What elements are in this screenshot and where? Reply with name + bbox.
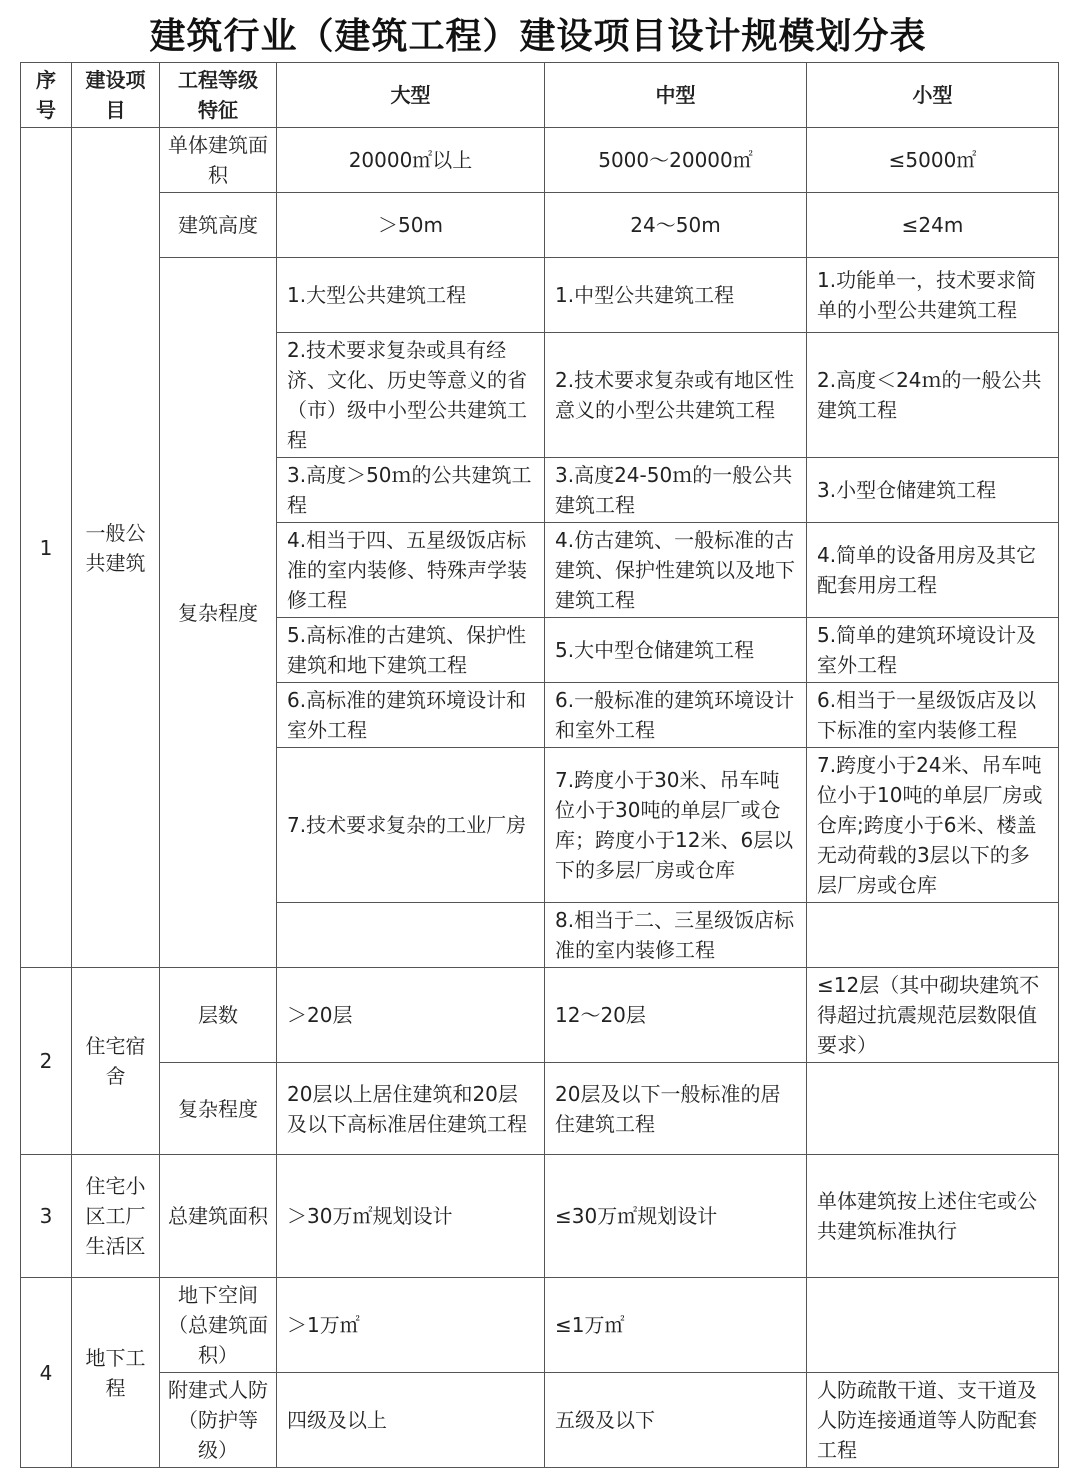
medium-cell: 五级及以下 — [545, 1373, 807, 1468]
medium-cell: 24～50m — [545, 193, 807, 258]
medium-cell: 5000～20000㎡ — [545, 128, 807, 193]
small-cell: ≤24m — [807, 193, 1059, 258]
small-cell: 5.简单的建筑环境设计及室外工程 — [807, 618, 1059, 683]
header-feature: 工程等级特征 — [160, 63, 277, 128]
small-cell — [807, 1063, 1059, 1155]
feature-cell: 复杂程度 — [160, 1063, 277, 1155]
feature-cell: 地下空间（总建筑面积） — [160, 1278, 277, 1373]
table-row — [21, 193, 1059, 258]
feature-cell: 建筑高度 — [160, 193, 277, 258]
medium-cell: 4.仿古建筑、一般标准的古建筑、保护性建筑以及地下建筑工程 — [545, 523, 807, 618]
feature-cell: 单体建筑面积 — [160, 128, 277, 193]
feature-cell: 复杂程度 — [160, 258, 277, 968]
project-cell: 一般公共建筑 — [72, 128, 160, 968]
table-row — [21, 1373, 1059, 1468]
feature-cell: 总建筑面积 — [160, 1155, 277, 1278]
medium-cell: 20层及以下一般标准的居住建筑工程 — [545, 1063, 807, 1155]
seq-cell: 1 — [21, 128, 72, 968]
table-row — [21, 128, 1059, 193]
seq-cell: 2 — [21, 968, 72, 1155]
small-cell: 2.高度＜24ｍ的一般公共建筑工程 — [807, 333, 1059, 458]
small-cell: 单体建筑按上述住宅或公共建筑标准执行 — [807, 1155, 1059, 1278]
large-cell — [277, 903, 545, 968]
small-cell — [807, 1278, 1059, 1373]
large-cell: 四级及以上 — [277, 1373, 545, 1468]
header-project: 建设项目 — [72, 63, 160, 128]
header-medium: 中型 — [545, 63, 807, 128]
page-title: 建筑行业（建筑工程）建设项目设计规模划分表 — [149, 16, 927, 57]
table-row — [21, 1155, 1059, 1278]
medium-cell: 5.大中型仓储建筑工程 — [545, 618, 807, 683]
small-cell: 7.跨度小于24米、吊车吨位小于10吨的单层厂房或仓库;跨度小于6米、楼盖无动荷载的3层以下的多层厂房或仓库 — [807, 748, 1059, 903]
small-cell: 3.小型仓储建筑工程 — [807, 458, 1059, 523]
small-cell: 1.功能单一，技术要求简单的小型公共建筑工程 — [807, 258, 1059, 333]
medium-cell: ≤30万㎡规划设计 — [545, 1155, 807, 1278]
header-small: 小型 — [807, 63, 1059, 128]
table-row — [21, 1278, 1059, 1373]
large-cell: 3.高度＞50ｍ的公共建筑工程 — [277, 458, 545, 523]
large-cell: 2.技术要求复杂或具有经济、文化、历史等意义的省（市）级中小型公共建筑工程 — [277, 333, 545, 458]
large-cell: 6.高标准的建筑环境设计和室外工程 — [277, 683, 545, 748]
design-scale-table — [20, 62, 1059, 1468]
small-cell: ≤5000㎡ — [807, 128, 1059, 193]
medium-cell: 2.技术要求复杂或有地区性意义的小型公共建筑工程 — [545, 333, 807, 458]
small-cell: 4.简单的设备用房及其它配套用房工程 — [807, 523, 1059, 618]
large-cell: 5.高标准的古建筑、保护性建筑和地下建筑工程 — [277, 618, 545, 683]
table-row — [21, 968, 1059, 1063]
large-cell: ＞50m — [277, 193, 545, 258]
project-cell: 住宅小区工厂生活区 — [72, 1155, 160, 1278]
header-row — [21, 63, 1059, 128]
medium-cell: ≤1万㎡ — [545, 1278, 807, 1373]
medium-cell: 3.高度24-50ｍ的一般公共建筑工程 — [545, 458, 807, 523]
medium-cell: 1.中型公共建筑工程 — [545, 258, 807, 333]
feature-cell: 附建式人防（防护等级） — [160, 1373, 277, 1468]
large-cell: ＞1万㎡ — [277, 1278, 545, 1373]
large-cell: 1.大型公共建筑工程 — [277, 258, 545, 333]
medium-cell: 6.一般标准的建筑环境设计和室外工程 — [545, 683, 807, 748]
seq-cell: 4 — [21, 1278, 72, 1468]
large-cell: 20层以上居住建筑和20层及以下高标准居住建筑工程 — [277, 1063, 545, 1155]
large-cell: 4.相当于四、五星级饭店标准的室内装修、特殊声学装修工程 — [277, 523, 545, 618]
large-cell: ＞30万㎡规划设计 — [277, 1155, 545, 1278]
table-row — [21, 1063, 1059, 1155]
large-cell: 7.技术要求复杂的工业厂房 — [277, 748, 545, 903]
medium-cell: 8.相当于二、三星级饭店标准的室内装修工程 — [545, 903, 807, 968]
table-row — [21, 258, 1059, 333]
medium-cell: 7.跨度小于30米、吊车吨位小于30吨的单层厂或仓库；跨度小于12米、6层以下的多层厂房或仓库 — [545, 748, 807, 903]
small-cell — [807, 903, 1059, 968]
project-cell: 住宅宿舍 — [72, 968, 160, 1155]
small-cell: 人防疏散干道、支干道及人防连接通道等人防配套工程 — [807, 1373, 1059, 1468]
small-cell: ≤12层（其中砌块建筑不得超过抗震规范层数限值要求） — [807, 968, 1059, 1063]
small-cell: 6.相当于一星级饭店及以下标准的室内装修工程 — [807, 683, 1059, 748]
large-cell: ＞20层 — [277, 968, 545, 1063]
header-large: 大型 — [277, 63, 545, 128]
seq-cell: 3 — [21, 1155, 72, 1278]
medium-cell: 12～20层 — [545, 968, 807, 1063]
feature-cell: 层数 — [160, 968, 277, 1063]
large-cell: 20000㎡以上 — [277, 128, 545, 193]
header-seq: 序号 — [21, 63, 72, 128]
project-cell: 地下工程 — [72, 1278, 160, 1468]
